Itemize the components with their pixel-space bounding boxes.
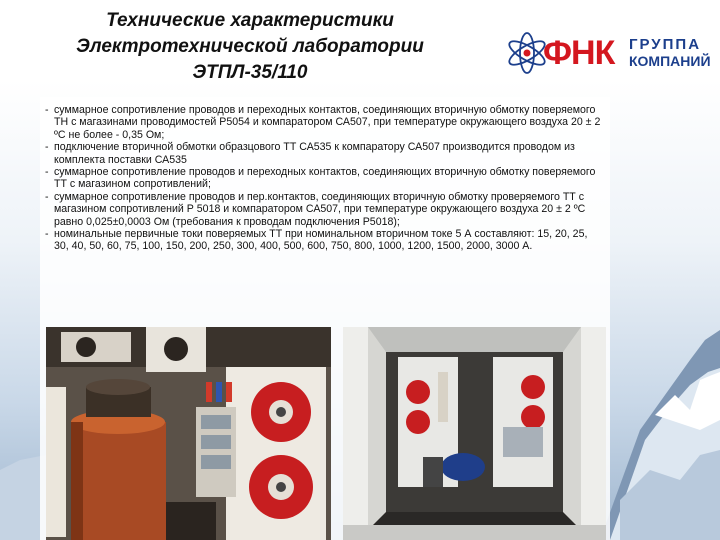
logo-group: ГРУППА: [629, 36, 702, 53]
list-item: - номинальные первичные токи поверяемых ТТ при номинальном вторичном токе 5 А составляют: 15, 20, 25, 30, 40, 50, 60, 75, 100, 150, 200, 250, 300, 400, 500, 600, 750, 800, 1000, 1200, 1500, 2000, 3000 А.: [44, 228, 604, 253]
characteristics-list: [44, 104, 604, 253]
title-line-3: ЭТПЛ-35/110: [192, 62, 308, 83]
title-line-2: Электротехнической лаборатории: [76, 36, 424, 57]
list-item: - суммарное сопротивление проводов и переходных контактов, соединяющих вторичную обмотку поверяемого ТН с магазинами проводимостей Р5054 и компаратором СА507, при температуре окружающего воздуха 20 ± 2 ºС не более - 0,35 Ом;: [44, 104, 604, 141]
van-rear-interior-photo: [343, 327, 606, 540]
list-item: - суммарное сопротивление проводов и переходных контактов, соединяющих вторичную обмотку поверяемого ТТ с магазином сопротивлений;: [44, 166, 604, 191]
logo-companies: КОМПАНИЙ: [629, 53, 711, 69]
equipment-interior-photo: [46, 327, 331, 540]
list-item: - суммарное сопротивление проводов и пер.контактов, соединяющих вторичную обмотку проверяемого ТТ с магазином сопротивлений Р 5018 и компаратором СА507, при температуре окружающего воздуха 20 ± 2 ºС равно 0,025±0,0003 Ом (требования к проводам подключения Р5018);: [44, 191, 604, 228]
logo-brand: ФНК: [543, 34, 615, 72]
equipment-illustration: [46, 327, 331, 540]
list-item: - подключение вторичной обмотки образцового ТТ СА535 к компаратору СА507 производится проводом из комплекта поставки СА535: [44, 141, 604, 166]
title-line-1: Технические характеристики: [106, 10, 394, 31]
van-illustration: [343, 327, 606, 540]
company-logo: [505, 28, 711, 78]
page-title: [40, 8, 460, 86]
